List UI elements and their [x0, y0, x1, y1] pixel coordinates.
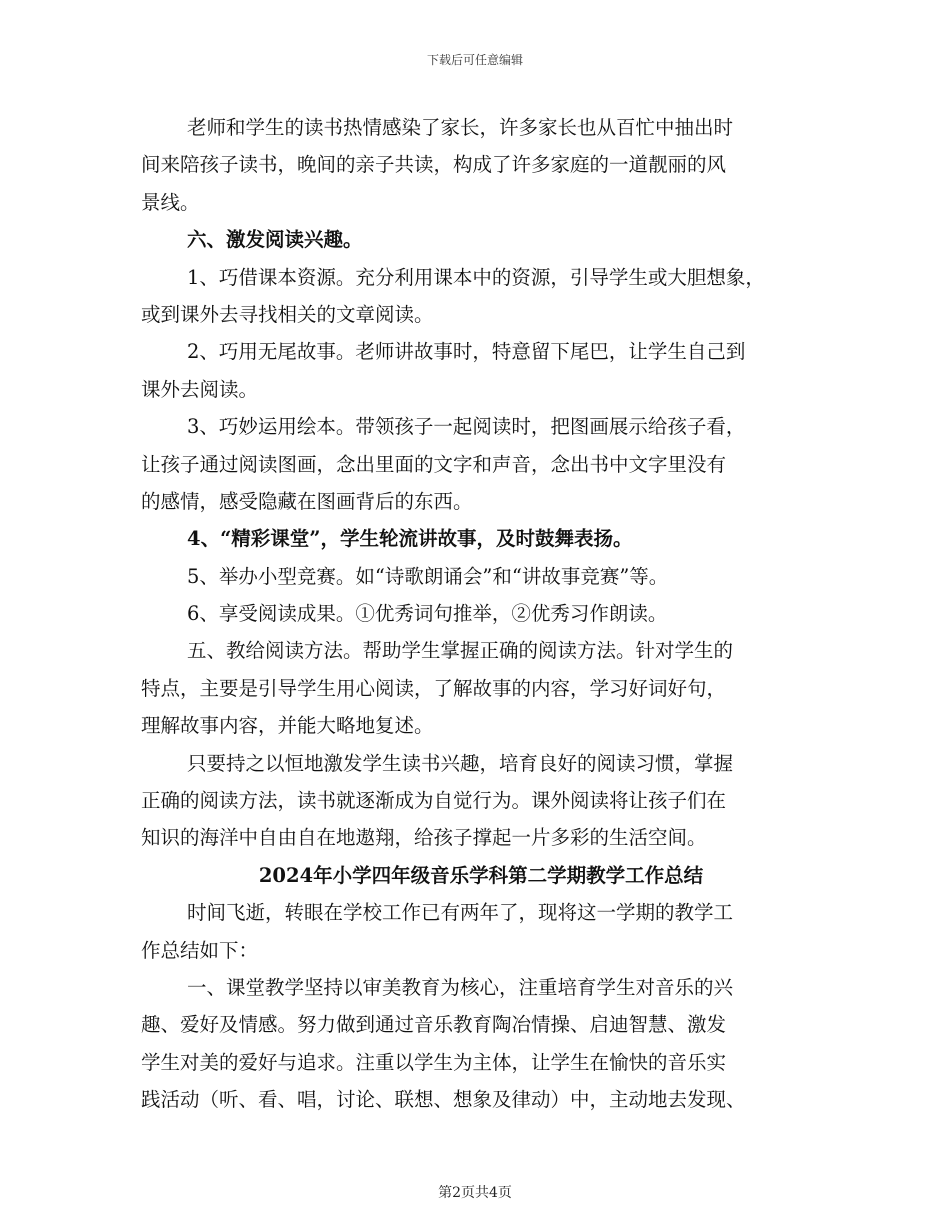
document-title: 2024年小学四年级音乐学科第二学期教学工作总结 — [258, 863, 704, 887]
paragraph-line: 学生对美的爱好与追求。注重以学生为主体，让学生在愉快的音乐实 — [141, 1050, 727, 1074]
paragraph-line: 景线。 — [141, 190, 200, 214]
paragraph-line: 五、教给阅读方法。帮助学生掌握正确的阅读方法。针对学生的 — [187, 639, 734, 663]
list-item-line: 6、享受阅读成果。①优秀词句推举，②优秀习作朗读。 — [187, 602, 668, 626]
paragraph-line: 老师和学生的读书热情感染了家长，许多家长也从百忙中抽出时 — [187, 116, 734, 139]
paragraph-line: 时间飞逝，转眼在学校工作已有两年了，现将这一学期的教学工 — [187, 901, 734, 925]
paragraph-line: 理解故事内容，并能大略地复述。 — [141, 714, 434, 738]
paragraph-line: 一、课堂教学坚持以审美教育为核心，注重培育学生对音乐的兴 — [187, 975, 734, 999]
list-item-line: 或到课外去寻找相关的文章阅读。 — [141, 302, 434, 326]
paragraph-line: 只要持之以恒地激发学生读书兴趣，培育良好的阅读习惯，掌握 — [187, 751, 734, 775]
list-item-line: 1、巧借课本资源。充分利用课本中的资源，引导学生或大胆想象， — [187, 265, 765, 289]
paragraph-line: 正确的阅读方法，读书就逐渐成为自觉行为。课外阅读将让孩子们在 — [141, 789, 727, 813]
list-item-line: 3、巧妙运用绘本。带领孩子一起阅读时，把图画展示给孩子看， — [187, 415, 746, 439]
paragraph-line: 趣、爱好及情感。努力做到通过音乐教育陶冶情操、启迪智慧、激发 — [141, 1013, 727, 1037]
paragraph-line: 间来陪孩子读书，晚间的亲子共读，构成了许多家庭的一道靓丽的风 — [141, 153, 727, 177]
list-item-line: 课外去阅读。 — [141, 377, 259, 401]
list-item-line: 2、巧用无尾故事。老师讲故事时，特意留下尾巴，让学生自己到 — [187, 340, 746, 364]
list-item-line: 5、举办小型竞赛。如“诗歌朗诵会”和“讲故事竞赛”等。 — [187, 564, 669, 588]
section-heading: 六、激发阅读兴趣。 — [187, 228, 363, 252]
list-item-bold: 4、“精彩课堂”，学生轮流讲故事，及时鼓舞表扬。 — [187, 527, 633, 551]
page-header: 下载后可任意编辑 — [426, 53, 523, 67]
list-item-line: 让孩子通过阅读图画，念出里面的文字和声音，念出书中文字里没有 — [141, 452, 727, 476]
paragraph-line: 知识的海洋中自由自在地遨翔，给孩子撑起一片多彩的生活空间。 — [141, 826, 707, 850]
paragraph-line: 作总结如下： — [141, 938, 259, 962]
document-body — [141, 109, 821, 1119]
page-number: 第2页共4页 — [438, 1185, 512, 1201]
paragraph-line: 特点，主要是引导学生用心阅读，了解故事的内容，学习好词好句， — [141, 676, 727, 700]
paragraph-line: 践活动（听、看、唱，讨论、联想、想象及律动）中，主动地去发现、 — [141, 1088, 746, 1112]
list-item-line: 的感情，感受隐藏在图画背后的东西。 — [141, 489, 473, 513]
